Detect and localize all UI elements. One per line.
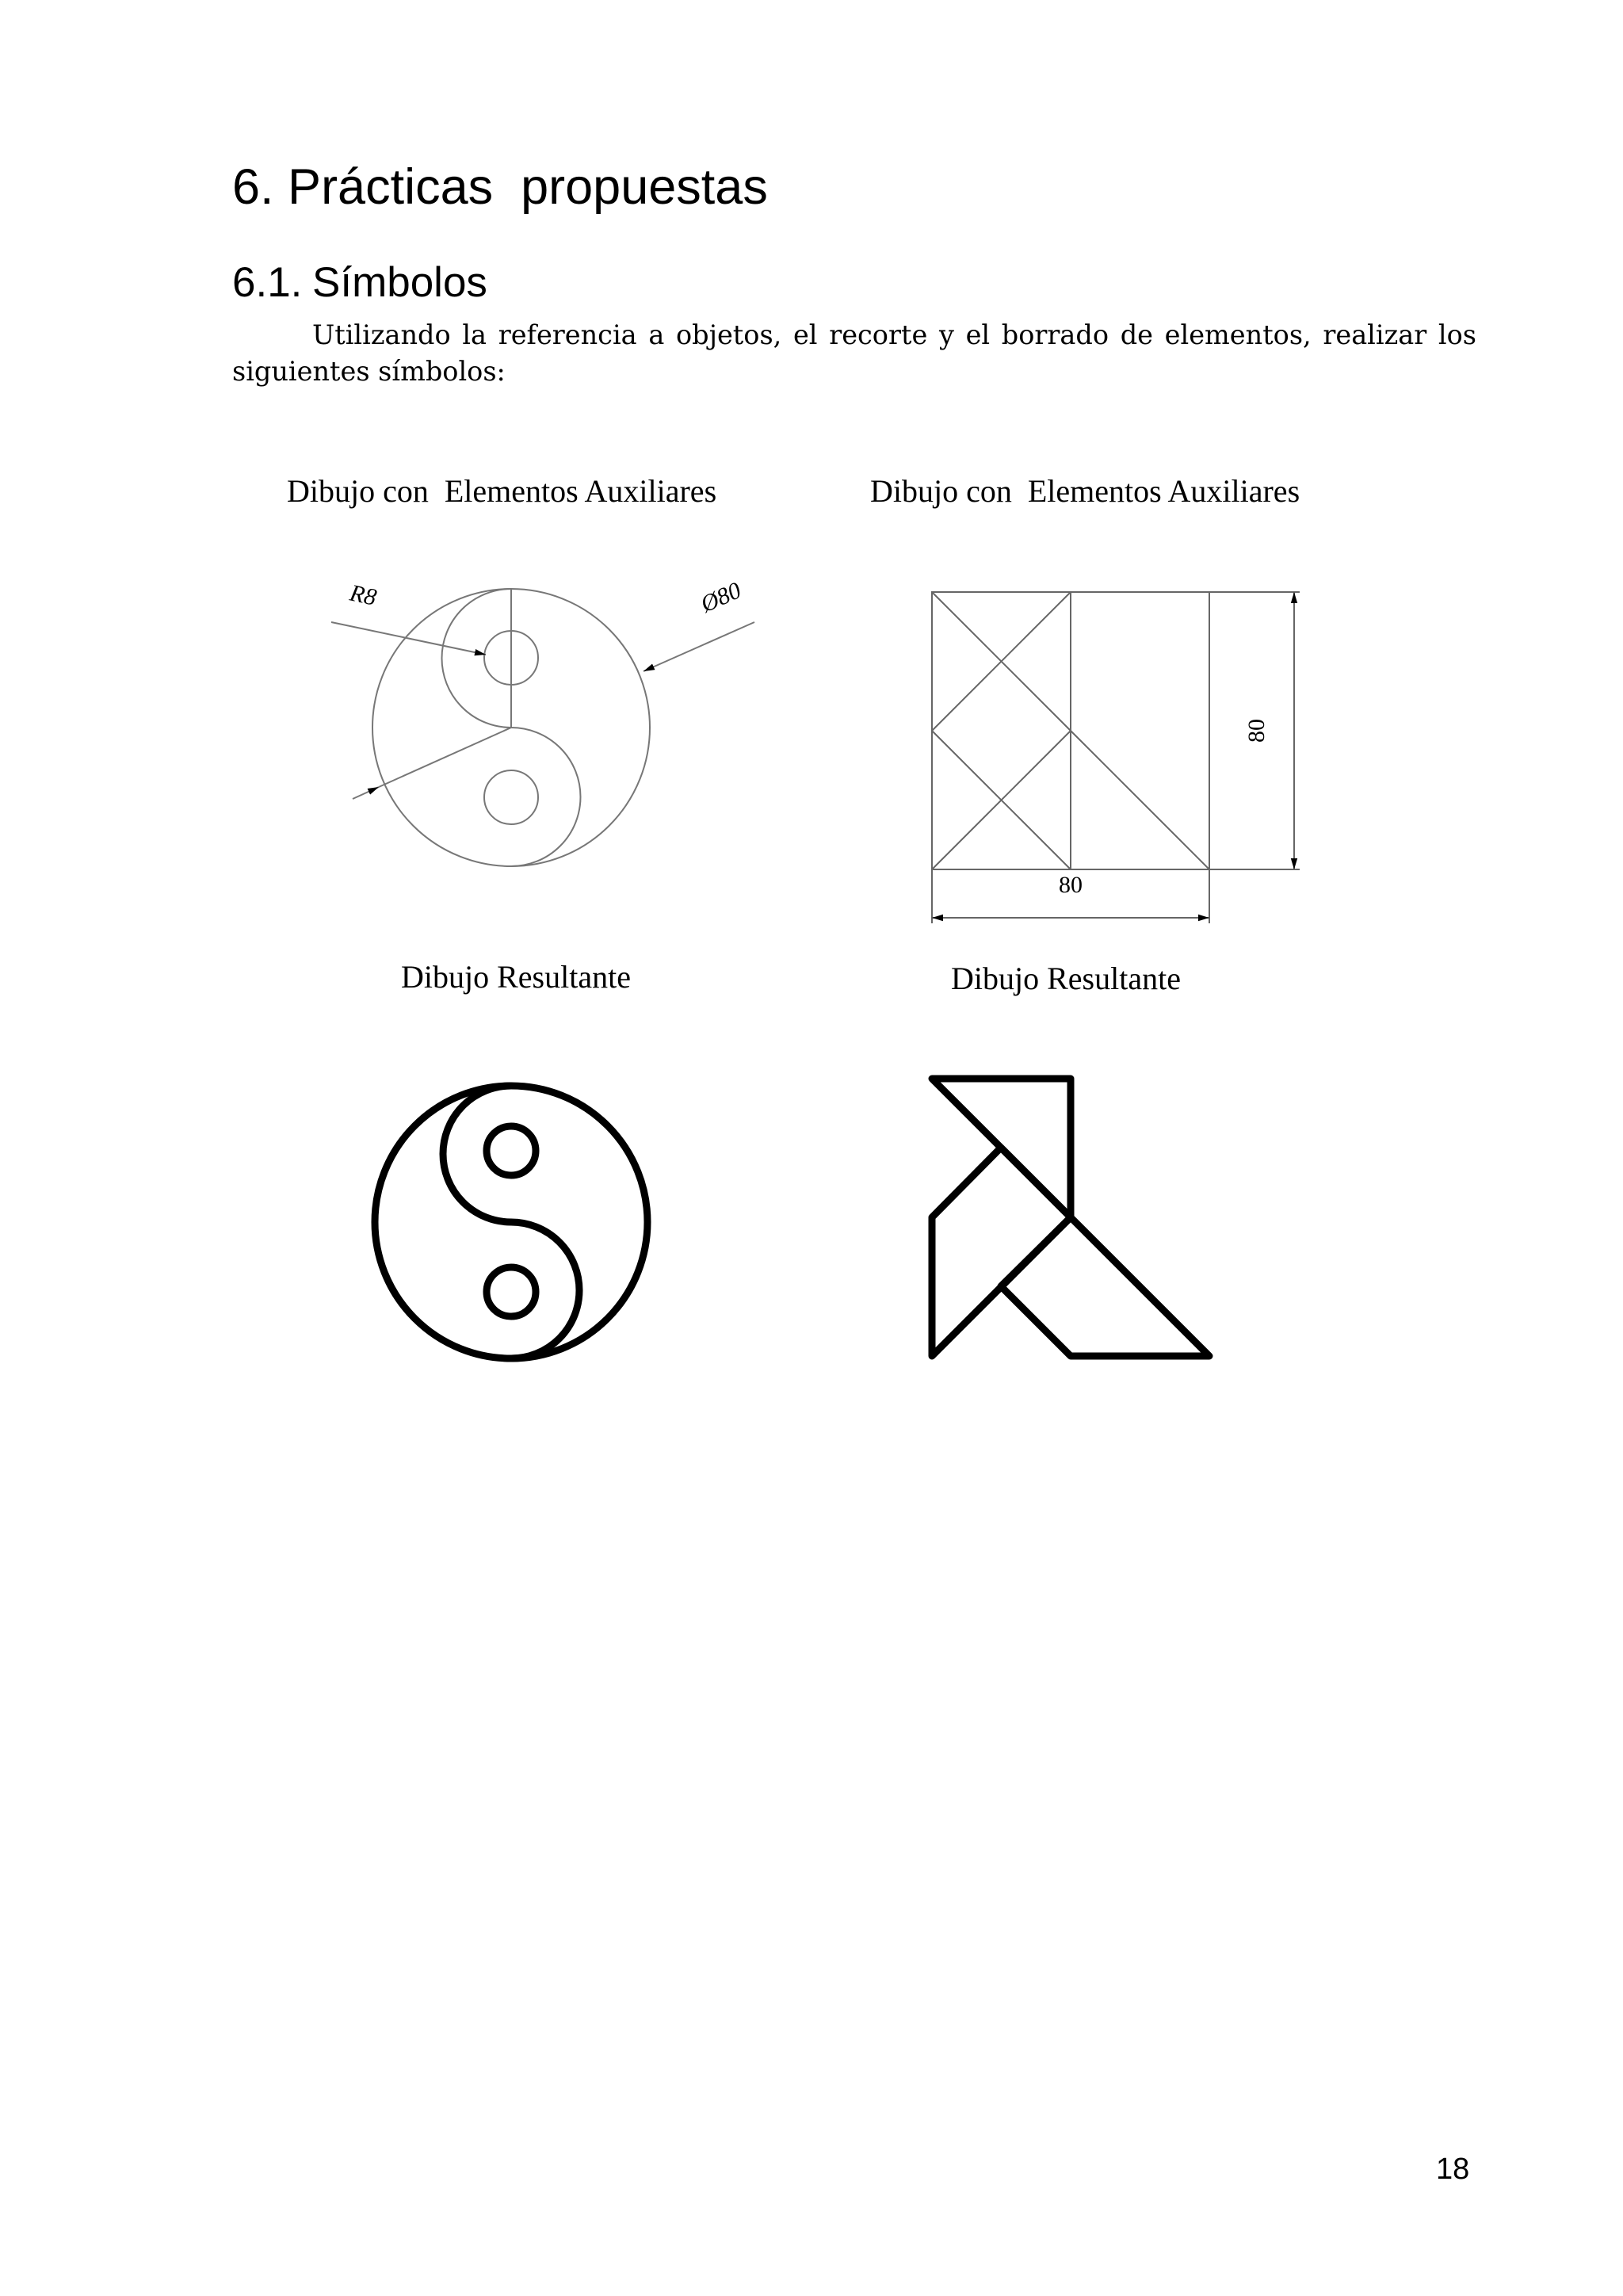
dim-radius-label: R8 (347, 579, 380, 611)
caption-left-result: Dibujo Resultante (401, 959, 631, 995)
yinyang-result-drawing (375, 1086, 647, 1358)
section-title: Símbolos (312, 259, 487, 306)
caption-right-result: Dibujo Resultante (951, 961, 1181, 996)
page-number: 18 (1436, 2153, 1470, 2186)
caption-right-aux: Dibujo con Elementos Auxiliares (870, 473, 1300, 509)
section-number: 6.1. (232, 259, 303, 306)
dim-width-label: 80 (1059, 872, 1083, 898)
dim-height-label: 80 (1243, 719, 1270, 743)
bird-aux-drawing (932, 592, 1300, 923)
caption-left-aux: Dibujo con Elementos Auxiliares (287, 473, 717, 509)
yinyang-aux-drawing (331, 589, 754, 866)
page-heading: 6. Prácticas propuestas (232, 159, 768, 215)
intro-paragraph: Utilizando la referencia a objetos, el recorte y el borrado de elementos, realizar los siguientes símbolos: (232, 319, 1476, 387)
dim-diameter-label: Ø80 (697, 577, 746, 618)
bird-result-drawing (932, 1079, 1209, 1356)
